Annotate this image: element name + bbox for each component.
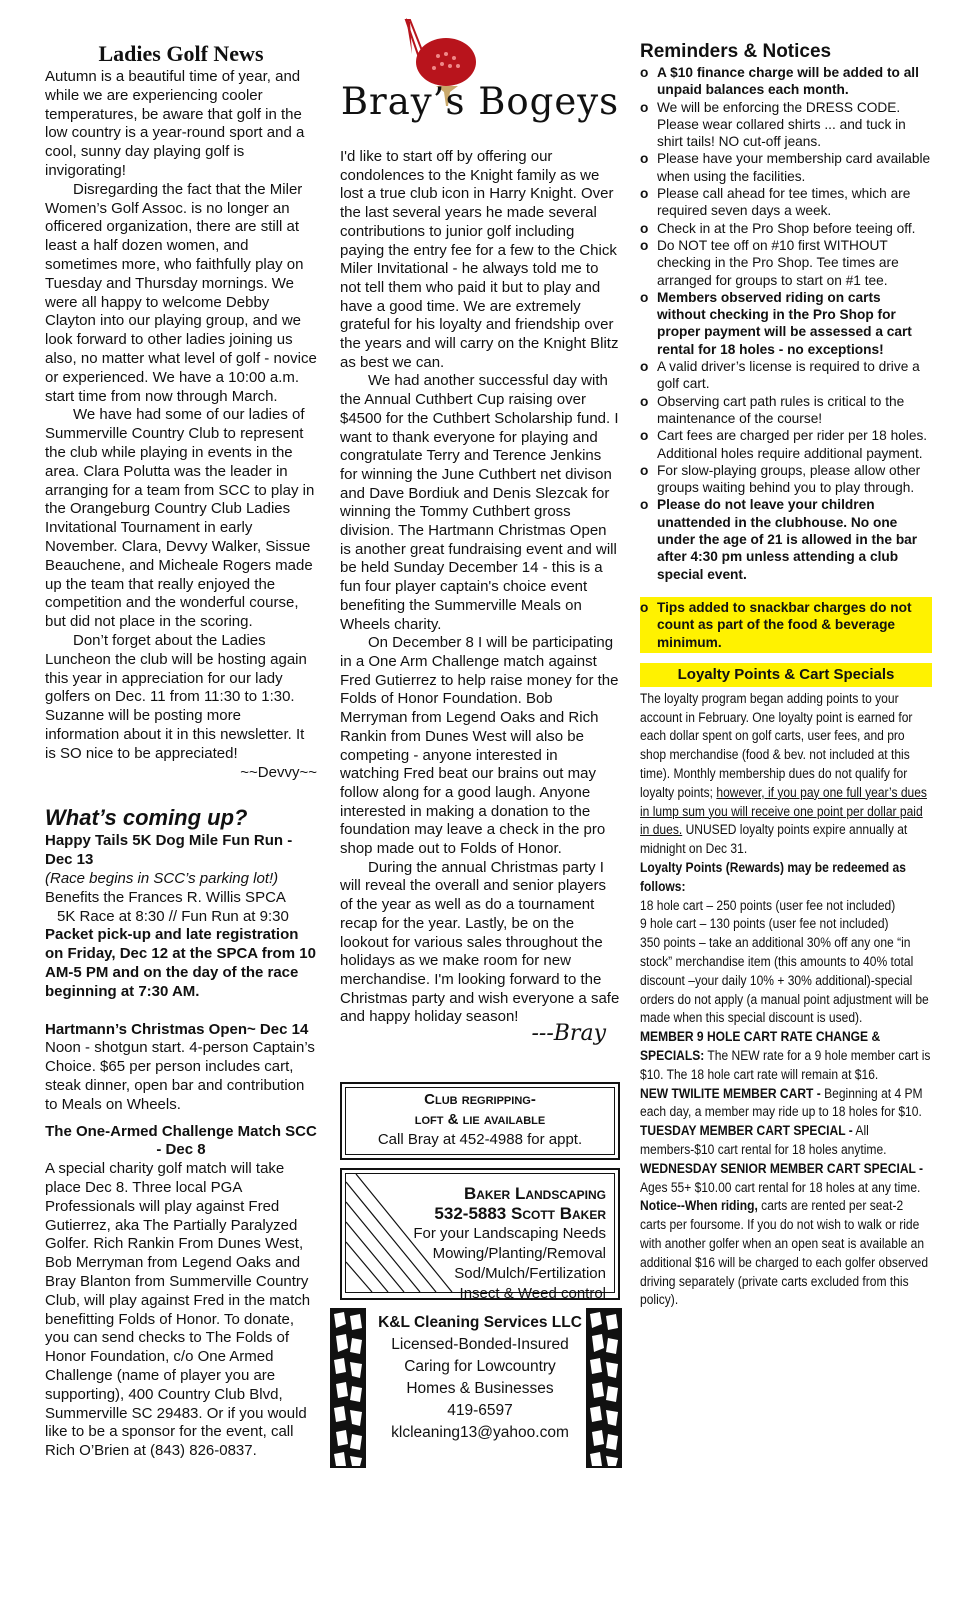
event-5k-benefit: Benefits the Frances R. Willis SPCA xyxy=(45,888,286,906)
ladies-signature: ~~Devvy~~ xyxy=(240,764,317,782)
reminder-item: o Cart fees are charged per rider per 18 holes. Additional holes require additional payment. xyxy=(640,427,932,462)
baker-line-3: For your Landscaping Needs xyxy=(413,1225,606,1243)
baker-line-4: Mowing/Planting/Removal xyxy=(432,1245,606,1263)
riding-notice xyxy=(640,1197,932,1310)
reminders-column xyxy=(640,0,932,1310)
kl-line-4: Homes & Businesses xyxy=(406,1380,554,1398)
special-9-hole xyxy=(640,1028,932,1084)
riding-notice-text: carts are rented per seat-2 carts per foursome. If you do not wish to walk or ride with another golfer when an open seat is available an additional $16 will be charged to each golfer observed driving separately (private carts excluded from this policy). xyxy=(640,1198,929,1308)
regrip-line-1: Club regripping- xyxy=(424,1091,536,1109)
special-tuesday xyxy=(640,1122,932,1160)
reminder-item: o Please have your membership card available when using the facilities. xyxy=(640,150,932,185)
kl-line-2: Licensed-Bonded-Insured xyxy=(391,1336,569,1354)
kl-cleaning-ad xyxy=(340,1308,620,1468)
event-hartmann-title: Hartmann’s Christmas Open~ Dec 14 xyxy=(45,1020,309,1038)
tips-text: o Tips added to snackbar charges do not count as part of the food & beverage minimum. xyxy=(640,599,928,651)
brays-bogeys-article xyxy=(340,148,620,1027)
bray-signature: ---Bray xyxy=(531,1021,606,1047)
brays-bogeys-column xyxy=(340,0,620,1468)
reminder-item: o We will be enforcing the DRESS CODE. Please wear collared shirts ... and tuck in shirt tails! NO cut-off jeans. xyxy=(640,99,932,151)
event-5k-registration: Packet pick-up and late registration on Friday, Dec 12 at the SPCA from 10 AM-5 PM and on the day of the race beginning at 7:30 AM. xyxy=(45,926,316,1000)
regrip-line-3: Call Bray at 452-4988 for appt. xyxy=(377,1131,583,1149)
baker-landscaping-ad xyxy=(340,1168,620,1303)
ladies-golf-title: Ladies Golf News xyxy=(98,41,264,66)
baker-line-5: Sod/Mulch/Fertilization xyxy=(454,1265,606,1283)
event-hartmann-body: Noon - shotgun start. 4-person Captain’s Choice. $65 per person includes cart, steak dinner, open bar and contribution to Meals on Wheels. xyxy=(45,1039,315,1113)
reminders-list xyxy=(640,64,932,583)
event-5k-title: Happy Tails 5K Dog Mile Fun Run - Dec 13 xyxy=(45,832,293,869)
whats-coming-title: What’s coming up? xyxy=(45,805,248,831)
loyalty-reward-2: 9 hole cart – 130 points (user fee not included) xyxy=(640,916,889,932)
riding-notice-label: Notice--When riding, xyxy=(640,1198,758,1214)
special-twilite-label: NEW TWILITE MEMBER CART - xyxy=(640,1085,821,1101)
reminder-item: o A $10 finance charge will be added to all unpaid balances each month. xyxy=(640,64,932,99)
reminder-item: o Members observed riding on carts without checking in the Pro Shop for proper payment will be assessed a cart rental for 18 holes - no exceptions! xyxy=(640,289,932,358)
special-9-hole-text: The NEW rate for a 9 hole member cart is $10. The 18 hole cart rate will remain at $16. xyxy=(640,1047,931,1082)
event-one-armed-body: A special charity golf match will take place Dec 8. Three local PGA Professionals will play against Fred Gutierrez, aka The Partially Paralyzed Golfer. Rich Rankin From Dunes West, Bob Merryman from Legend Oaks and Bray Blanton from Summerville Country Club, will play against Fred in the match benefitting Folds of Honor. To donate, you can send checks to The Folds of Honor Foundation, c/o One Armed Challenge (name of player you are supporting), 400 Country Club Blvd, Summerville SC 29483. Or if you would like to be a sponsor for the event, call Rich O’Brien at (843) 826-0837. xyxy=(45,1160,311,1460)
special-9-hole-label: MEMBER 9 HOLE CART RATE CHANGE & SPECIALS: xyxy=(640,1029,881,1063)
regripping-ad xyxy=(340,1082,620,1160)
loyalty-body xyxy=(640,690,932,1310)
loyalty-intro-a: The loyalty program began adding points to your account in February. One loyalty point is earned for each dollar spent on golf carts, user fees, and pro shop merchandise (food & bev. not included at this time). Monthly membership dues do not qualify for loyalty points; xyxy=(640,690,913,800)
loyalty-intro-underlined: however, if you pay one full year’s dues in lump sum you will receive one point per dollar paid in dues. xyxy=(640,784,927,838)
ladies-p2: Disregarding the fact that the Miler Women’s Golf Assoc. is no longer an officered organization, there are still at least a half dozen women, and sometimes more, who faithfully play on Tuesday and Thursday mornings. We were all happy to welcome Debby Clayton into our playing group, and we look forward to other ladies joining us also, no matter what level of golf - novice or experienced. We have a 10:00 a.m. start time from now through March. xyxy=(45,180,317,405)
ladies-golf-article xyxy=(45,68,317,763)
giraffe-pattern-right-icon xyxy=(586,1308,622,1468)
reminder-item: o Please call ahead for tee times, which are required seven days a week. xyxy=(640,185,932,220)
special-tuesday-label: TUESDAY MEMBER CART SPECIAL - xyxy=(640,1123,853,1139)
kl-line-5: 419-6597 xyxy=(447,1402,513,1420)
brays-bogeys-header xyxy=(340,0,620,148)
baker-line-1: Baker Landscaping xyxy=(463,1184,606,1204)
ladies-p1: Autumn is a beautiful time of year, and while we are experiencing cooler temperatures, be aware that golf in the low country is a year-round sport and a cool, sunny day playing golf is invigorating! xyxy=(45,68,305,179)
brays-bogeys-title: Bray’s Bogeys xyxy=(340,80,620,123)
giraffe-pattern-left-icon xyxy=(330,1308,366,1468)
bray-p2: We had another successful day with the Annual Cuthbert Cup raising over $4500 for the Cuthbert Scholarship fund. I want to thank everyone for playing and congratulate Terry and Terence Jenkins for winning the June Cuthbert net divison and Dave Bordiuk and Denis Slezcak for winning the Tommy Cuthbert gross division. The Hartmann Christmas Open is another great fundraising event and will be held Sunday December 14 - this is a fun four player captain's choice event benefiting the Summerville Meals on Wheels charity. xyxy=(340,372,619,633)
regrip-line-2: loft & lie available xyxy=(414,1111,546,1129)
reminder-item: o Do NOT tee off on #10 first WITHOUT checking in the Pro Shop. Tee times are arranged for groups to start on #1 tee. xyxy=(640,237,932,289)
event-5k-times: 5K Race at 8:30 // Fun Run at 9:30 xyxy=(57,907,289,925)
ladies-p3: We have had some of our ladies of Summerville Country Club to represent the club while playing in events in the area. Clara Polutta was the leader in arranging for a team from SCC to play in the Orangeburg Country Club Ladies Invitational Tournament in early November. Clara, Devvy Walker, Sissue Beauchene, and Micheale Rogers made up the team that really enjoyed the competition and the wonderful course, but did not place in the scoring. xyxy=(45,406,315,631)
bray-p3: On December 8 I will be participating in a One Arm Challenge match against Fred Gutierrez to help raise money for the Folds of Honor Foundation. Bob Merryman from Legend Oaks and Rich Rankin from Dunes West will also be competing - anyone interested in watching Fred beat our brains out may follow along for a good laugh. Anyone interested in making a donation to the foundation may leave a check in the pro shop made out to Folds of Honor. xyxy=(340,634,619,858)
baker-line-2: 532-5883 Scott Baker xyxy=(434,1204,606,1224)
special-twilite xyxy=(640,1085,932,1123)
bray-p4: During the annual Christmas party I will reveal the overall and senior players of the year as well as do a tournament recap for the year. Lastly, be on the lookout for various sales throughout the holidays as we make room for new merchandise. I'm looking forward to the Christmas party and wish everyone a safe and happy holiday season! xyxy=(340,858,620,1026)
baker-line-6: Insect & Weed control xyxy=(459,1285,606,1303)
events-list xyxy=(45,832,317,1461)
loyalty-reward-3: 350 points – take an additional 30% off any one “in stock” merchandise item (this amounts to 40% total discount –your daily 10% + 30% additional)-special orders do not apply (a manual point adjustment will be made when this special discount is used). xyxy=(640,935,929,1026)
special-tuesday-text: All members-$10 cart rental for 18 holes anytime. xyxy=(640,1123,887,1157)
special-wednesday-text: Ages 55+ $10.00 cart rental for 18 holes at any time. xyxy=(640,1179,921,1195)
loyalty-redeem-heading: Loyalty Points (Rewards) may be redeemed as follows: xyxy=(640,859,906,894)
event-one-armed-title: The One-Armed Challenge Match SCC - Dec 8 xyxy=(45,1122,317,1159)
reminder-item: o For slow-playing groups, please allow other groups waiting behind you to play through. xyxy=(640,462,932,497)
special-wednesday xyxy=(640,1160,932,1198)
loyalty-reward-1: 18 hole cart – 250 points (user fee not included) xyxy=(640,897,896,913)
loyalty-title: Loyalty Points & Cart Specials xyxy=(640,663,932,687)
reminder-item: o A valid driver’s license is required to drive a golf cart. xyxy=(640,358,932,393)
special-twilite-text: Beginning at 4 PM each day, a member may ride up to 18 holes for $10. xyxy=(640,1085,923,1120)
special-wednesday-label: WEDNESDAY SENIOR MEMBER CART SPECIAL - xyxy=(640,1160,924,1176)
reminder-item: o Please do not leave your children unattended in the clubhouse. No one under the age of 21 is allowed in the bar after 4:30 pm unless attending a club special event. xyxy=(640,496,932,582)
ladies-p4: Don’t forget about the Ladies Luncheon the club will be hosting again this year in appreciation for our lady golfers on Dec. 11 from 11:30 to 1:30. Suzanne will be posting more information about it in this newsletter. It is SO nice to be appreciated! xyxy=(45,631,307,762)
loyalty-intro xyxy=(640,690,932,859)
kl-line-1: K&L Cleaning Services LLC xyxy=(378,1314,582,1332)
ladies-golf-column xyxy=(45,0,317,1461)
reminder-item: o Observing cart path rules is critical to the maintenance of the course! xyxy=(640,393,932,428)
tips-notice xyxy=(640,597,932,653)
kl-line-3: Caring for Lowcountry xyxy=(404,1358,556,1376)
reminders-title: Reminders & Notices xyxy=(640,41,832,62)
event-5k-note: (Race begins in SCC’s parking lot!) xyxy=(45,870,279,888)
loyalty-intro-b: UNUSED loyalty points expire annually at midnight on Dec 31. xyxy=(640,822,908,857)
bray-p1: I'd like to start off by offering our condolences to the Knight family as we lost a true club icon in Harry Knight. Over the last several years he made several contributions to junior golf including paying the entry fee for a few to the Chick Miler Invitational - he always told me to not tell them who paid it but to play and have a good time. We are extremely grateful for his loyalty and friendship over the years and will carry on the Knight Blitz as best we can. xyxy=(340,148,619,371)
kl-email: klcleaning13@yahoo.com xyxy=(391,1424,569,1442)
reminder-item: o Check in at the Pro Shop before teeing off. xyxy=(640,220,932,237)
